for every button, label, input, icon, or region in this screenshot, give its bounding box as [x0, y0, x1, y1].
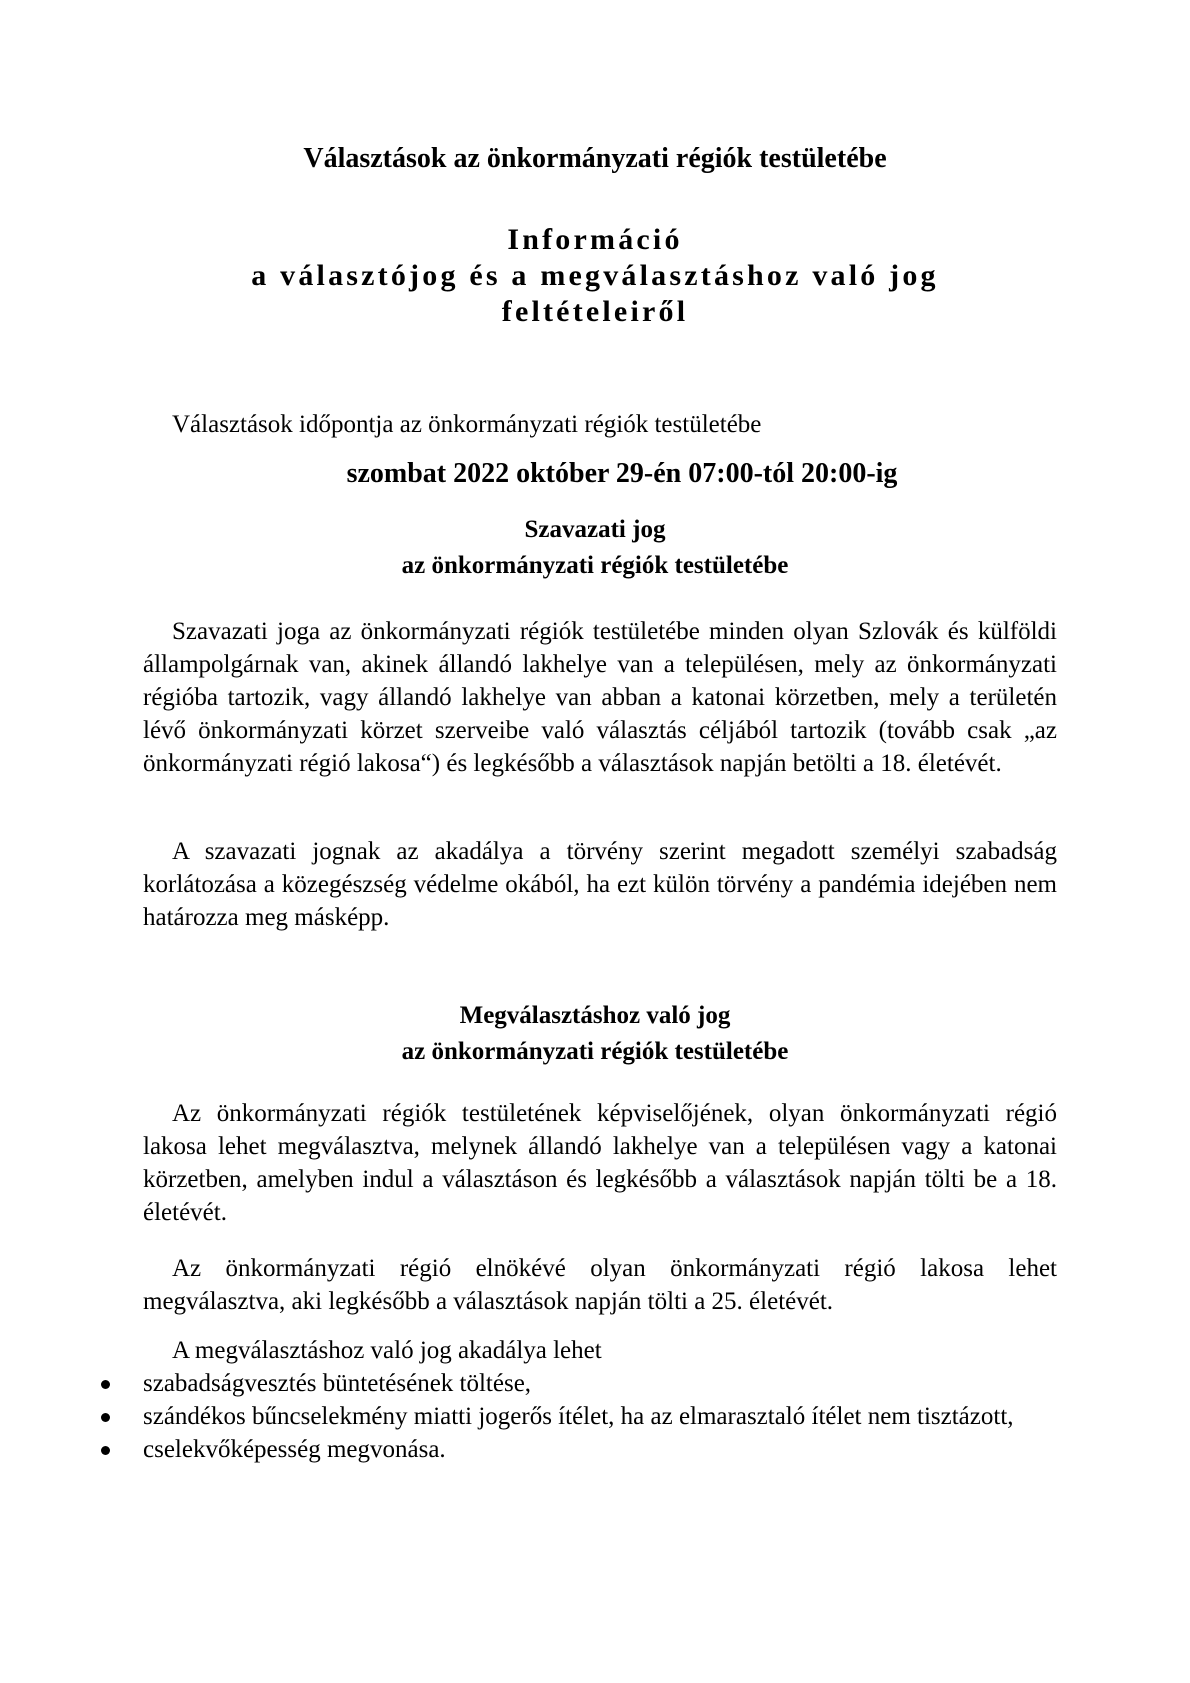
voting-right-paragraph-2: A szavazati jognak az akadálya a törvény szerint megadott személyi szabadság korlátozása a közegészség védelme okából, ha ezt külön törvény a pandémia idejében nem határozza meg másképp.	[143, 838, 1057, 931]
eligibility-obstacles-intro: A megválasztáshoz való jog akadálya lehet	[172, 1337, 602, 1364]
bullet-icon	[101, 1380, 110, 1389]
eligibility-title-line-1: Megválasztáshoz való jog	[459, 1002, 731, 1029]
info-title-line-3: feltételeiről	[501, 295, 689, 328]
election-date: szombat 2022 október 29-én 07:00-tól 20:00-ig	[346, 458, 898, 489]
voting-right-paragraph-1: Szavazati joga az önkormányzati régiók testületébe minden olyan Szlovák és külföldi állampolgárnak van, akinek állandó lakhelye van a településen, mely az önkormányzati régióba tartozik, vagy állandó lakhelye van abban a katonai körzetben, mely a területén lévő önkormányzati körzet szerveibe való választás céljából tartozik (tovább csak „az önkormányzati régió lakosa“) és legkésőbb a választások napján betölti a 18. életévét.	[143, 618, 1057, 777]
info-title-line-1: Információ	[507, 223, 683, 256]
document-heading: Választások az önkormányzati régiók testületébe	[303, 143, 887, 174]
bullet-icon	[101, 1446, 110, 1455]
list-item-text: szabadságvesztés büntetésének töltése,	[143, 1370, 532, 1397]
bullet-icon	[101, 1413, 110, 1422]
voting-right-title-line-2: az önkormányzati régiók testületébe	[401, 552, 789, 579]
info-title	[0, 222, 1190, 330]
list-item-text: szándékos bűncselekmény miatti jogerős ítélet, ha az elmarasztaló ítélet nem tisztázott,	[143, 1403, 1014, 1430]
list-item-text: cselekvőképesség megvonása.	[143, 1436, 446, 1463]
list-item	[143, 1400, 1057, 1433]
voting-right-title	[0, 512, 1190, 584]
eligibility-title	[0, 998, 1190, 1070]
list-item	[143, 1367, 1057, 1400]
eligibility-paragraph-2: Az önkormányzati régió elnökévé olyan önkormányzati régió lakosa lehet megválasztva, aki legkésőbb a választások napján tölti a 25. életévét.	[143, 1255, 1057, 1315]
list-item	[143, 1433, 1057, 1466]
eligibility-title-line-2: az önkormányzati régiók testületébe	[401, 1038, 789, 1065]
info-title-line-2: a választójog és a megválasztáshoz való jog	[251, 259, 939, 292]
election-date-intro: Választások időpontja az önkormányzati régiók testületébe	[172, 411, 762, 438]
voting-right-title-line-1: Szavazati jog	[524, 516, 666, 543]
eligibility-paragraph-1: Az önkormányzati régiók testületének képviselőjének, olyan önkormányzati régió lakosa lehet megválasztva, melynek állandó lakhelye van a településen vagy a katonai körzetben, amelyben indul a választáson és legkésőbb a választások napján tölti be a 18. életévét.	[143, 1100, 1057, 1226]
obstacles-list	[143, 1367, 1057, 1466]
